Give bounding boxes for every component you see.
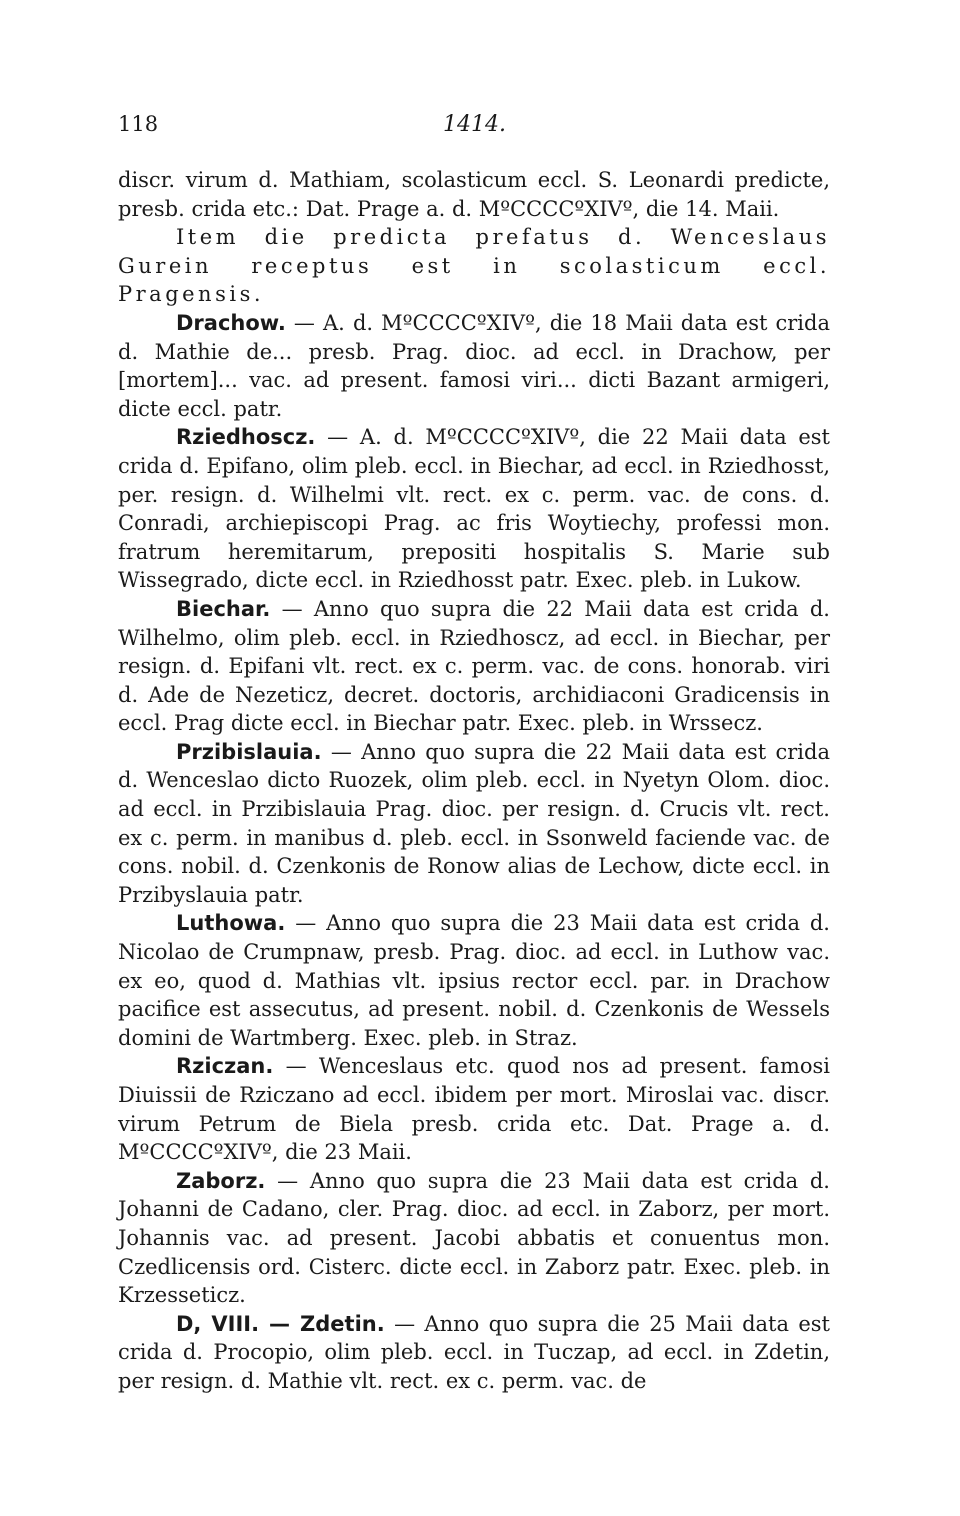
entry-zaborz — [118, 1167, 830, 1310]
entry-przibislauia — [118, 738, 830, 910]
entry-drachow — [118, 309, 830, 423]
entry-text: — Anno quo supra die 22 Maii data est crida d. Wilhelmo, olim pleb. eccl. in Rziedhoscz, ad eccl. in Biechar, per resign. d. Epifani vlt. rect. ex c. perm. vac. de cons. honorab. viri d. Ade de Nezeticz, decret. doctoris, archidiaconi Gradicensis in eccl. Prag dicte eccl. in Biechar patr. Exec. pleb. in Wrssecz. — [118, 596, 830, 736]
place-heading: Przibislauia. — [176, 739, 322, 764]
running-head-year: 1414. — [443, 112, 506, 137]
page-number: 118 — [118, 112, 159, 136]
entry-text: — Anno quo supra die 22 Maii data est crida d. Wenceslao dicto Ruozek, olim pleb. eccl. in Nyetyn Olom. dioc. ad eccl. in Przibislauia Prag. dioc. per resign. d. Crucis vlt. rect. ex c. perm. in manibus d. pleb. eccl. in Ssonweld faciende vac. de cons. nobil. d. Czenkonis de Ronow alias de Lechow, dicte eccl. in Przibyslauia patr. — [118, 739, 830, 907]
entry-rziedhoscz — [118, 423, 830, 595]
entry-text: — A. d. MºCCCCºXIVº, die 18 Maii data est crida d. Mathie de... presb. Prag. dioc. ad eccl. in Drachow, per [mortem]... vac. ad present. famosi viri... dicti Bazant armigeri, dicte eccl. patr. — [118, 310, 830, 421]
entry-biechar — [118, 595, 830, 738]
place-heading: Zaborz. — [176, 1168, 266, 1193]
place-heading: Biechar. — [176, 596, 271, 621]
entry-zdetin — [118, 1310, 830, 1396]
entry-text: Item die predicta prefatus d. Wenceslaus Gurein receptus est in scolasticum eccl. Pragensis. — [118, 225, 830, 307]
entry-text: discr. virum d. Mathiam, scolasticum eccl. S. Leonardi predicte, presb. crida etc.: Dat. Prage a. d. MºCCCCºXIVº, die 14. Maii. — [118, 168, 830, 221]
entry-item-die — [118, 223, 830, 309]
entry-text: — Wenceslaus etc. quod nos ad present. famosi Diuissii de Rziczano ad eccl. ibidem per mort. Miroslai vac. discr. virum Petrum de Biela presb. crida etc. Dat. Prage a. d. MºCCCCºXIVº, die 23 Maii. — [118, 1054, 830, 1165]
entry-rziczan — [118, 1052, 830, 1166]
entry-text: — Anno quo supra die 23 Maii data est crida d. Nicolao de Crumpnaw, presb. Prag. dioc. ad eccl. in Luthow vac. ex eo, quod d. Mathias vlt. ipsius rector eccl. par. in Drachow pacifice est assecutus, ad present. nobil. d. Czenkonis de Wessels domini de Wartmberg. Exec. pleb. in Straz. — [118, 911, 830, 1050]
page-header — [118, 112, 838, 146]
entry-text: — Anno quo supra die 23 Maii data est crida d. Johanni de Cadano, cler. Prag. dioc. ad eccl. in Zaborz, per mort. Johannis vac. ad present. Jacobi abbatis et conuentus mon. Czedlicensis ord. Cisterc. dicte eccl. in Zaborz patr. Exec. pleb. in Krzesseticz. — [118, 1168, 830, 1308]
entry-text: — A. d. MºCCCCºXIVº, die 22 Maii data est crida d. Epifano, olim pleb. eccl. in Biechar, ad eccl. in Rziedhosst, per. resign. d. Wilhelmi vlt. rect. ex c. perm. vac. de cons. d. Conradi, archiepiscopi Prag. ac fris Woytiechy, professi mon. fratrum heremitarum, prepositi hospitalis S. Marie sub Wissegrado, dicte eccl. in Rziedhosst patr. Exec. pleb. in Lukow. — [118, 425, 830, 593]
entry-text: — Anno quo supra die 25 Maii data est crida d. Procopio, olim pleb. eccl. in Tuczap, ad eccl. in Zdetin, per resign. d. Mathie vlt. rect. ex c. perm. vac. de — [118, 1311, 830, 1393]
entry-continuation — [118, 166, 830, 223]
place-heading: Drachow. — [176, 310, 286, 335]
text-block — [118, 166, 830, 1396]
entry-luthowa — [118, 909, 830, 1052]
place-heading: Rziczan. — [176, 1054, 274, 1079]
place-heading: Rziedhoscz. — [176, 425, 316, 450]
place-heading: D, VIII. — Zdetin. — [176, 1311, 385, 1336]
place-heading: Luthowa. — [176, 911, 286, 936]
